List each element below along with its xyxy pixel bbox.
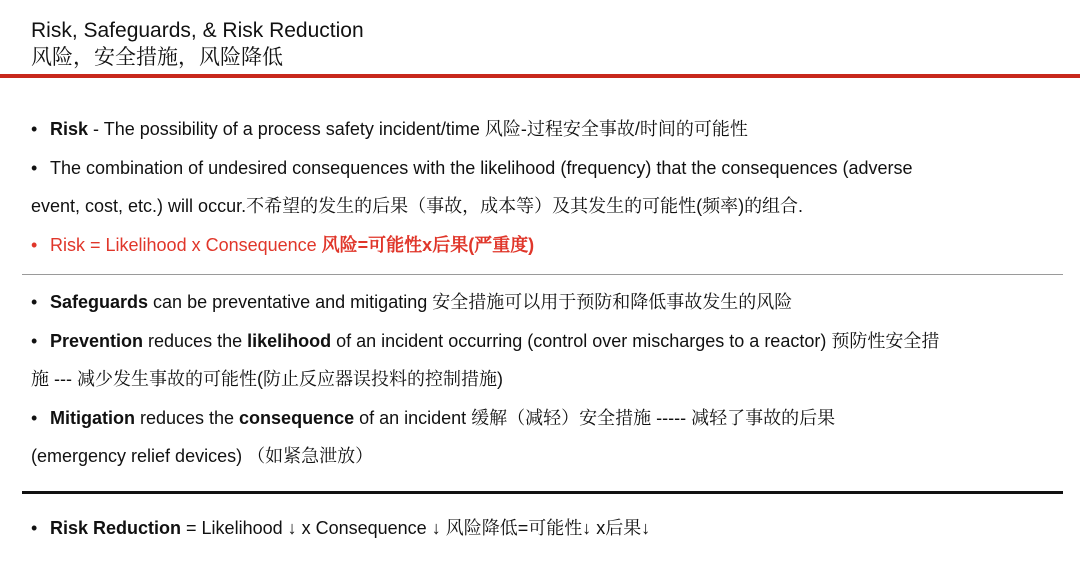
safeguards-section — [31, 283, 1051, 476]
prevention-text-b: of an incident occurring (control over mischarges to a reactor) 预防性安全措 — [331, 330, 940, 351]
safeguards-text: can be preventative and mitigating 安全措施可以用于预防和降低事故发生的风险 — [148, 292, 793, 312]
risk-formula-english: Risk = Likelihood x Consequence — [50, 234, 322, 255]
combination-text-line2: event, cost, etc.) will occur.不希望的发生的后果（事故，成本等）及其发生的可能性(频率)的组合. — [31, 196, 804, 216]
bullet-marker: • — [31, 234, 38, 255]
risk-definition-text: - The possibility of a process safety incident/time 风险-过程安全事故/时间的可能性 — [88, 119, 748, 139]
title-english: Risk, Safeguards, & Risk Reduction — [31, 19, 364, 42]
risk-reduction-section — [31, 509, 1051, 548]
title-chinese: 风险，安全措施，风险降低 — [31, 45, 283, 69]
risk-definition-bullet — [31, 110, 1051, 149]
header-red-rule — [0, 74, 1080, 78]
section-divider-thick — [22, 491, 1063, 494]
bullet-marker: • — [31, 330, 38, 351]
consequence-term: consequence — [239, 407, 355, 428]
likelihood-term: likelihood — [247, 330, 332, 351]
slide-title — [31, 18, 364, 70]
prevention-term: Prevention — [50, 330, 144, 351]
prevention-text-a: reduces the — [143, 330, 248, 351]
combination-continuation — [31, 187, 1051, 226]
prevention-bullet — [31, 322, 1051, 361]
combination-bullet — [31, 149, 1051, 188]
section-divider — [22, 274, 1063, 275]
risk-formula-bullet — [31, 226, 1051, 265]
bullet-marker: • — [31, 292, 38, 312]
prevention-text-line2: 施 --- 减少发生事故的可能性(防止反应器误投料的控制措施) — [31, 369, 503, 389]
risk-formula-chinese: 风险=可能性x后果(严重度) — [321, 234, 535, 255]
mitigation-continuation — [31, 437, 1051, 476]
mitigation-bullet — [31, 399, 1051, 438]
safeguards-bullet — [31, 283, 1051, 322]
mitigation-text-a: reduces the — [134, 407, 240, 428]
safeguards-term: Safeguards — [50, 292, 149, 312]
risk-term: Risk — [50, 119, 89, 139]
mitigation-text-line2: (emergency relief devices) （如紧急泄放） — [31, 446, 374, 466]
bullet-marker: • — [31, 518, 38, 538]
risk-definition-section — [31, 110, 1051, 264]
mitigation-term: Mitigation — [50, 407, 135, 428]
risk-reduction-formula: = Likelihood ↓ x Consequence ↓ 风险降低=可能性↓ x后果↓ — [181, 518, 651, 538]
mitigation-text-b: of an incident 缓解（减轻）安全措施 ----- 减轻了事故的后果 — [354, 407, 836, 428]
combination-text-line1: The combination of undesired consequences with the likelihood (frequency) that the consequences (adverse — [50, 157, 913, 178]
risk-reduction-term: Risk Reduction — [50, 518, 182, 538]
prevention-continuation — [31, 360, 1051, 399]
bullet-marker: • — [31, 119, 38, 139]
risk-reduction-bullet — [31, 509, 1051, 548]
bullet-marker: • — [31, 157, 38, 178]
bullet-marker: • — [31, 407, 38, 428]
